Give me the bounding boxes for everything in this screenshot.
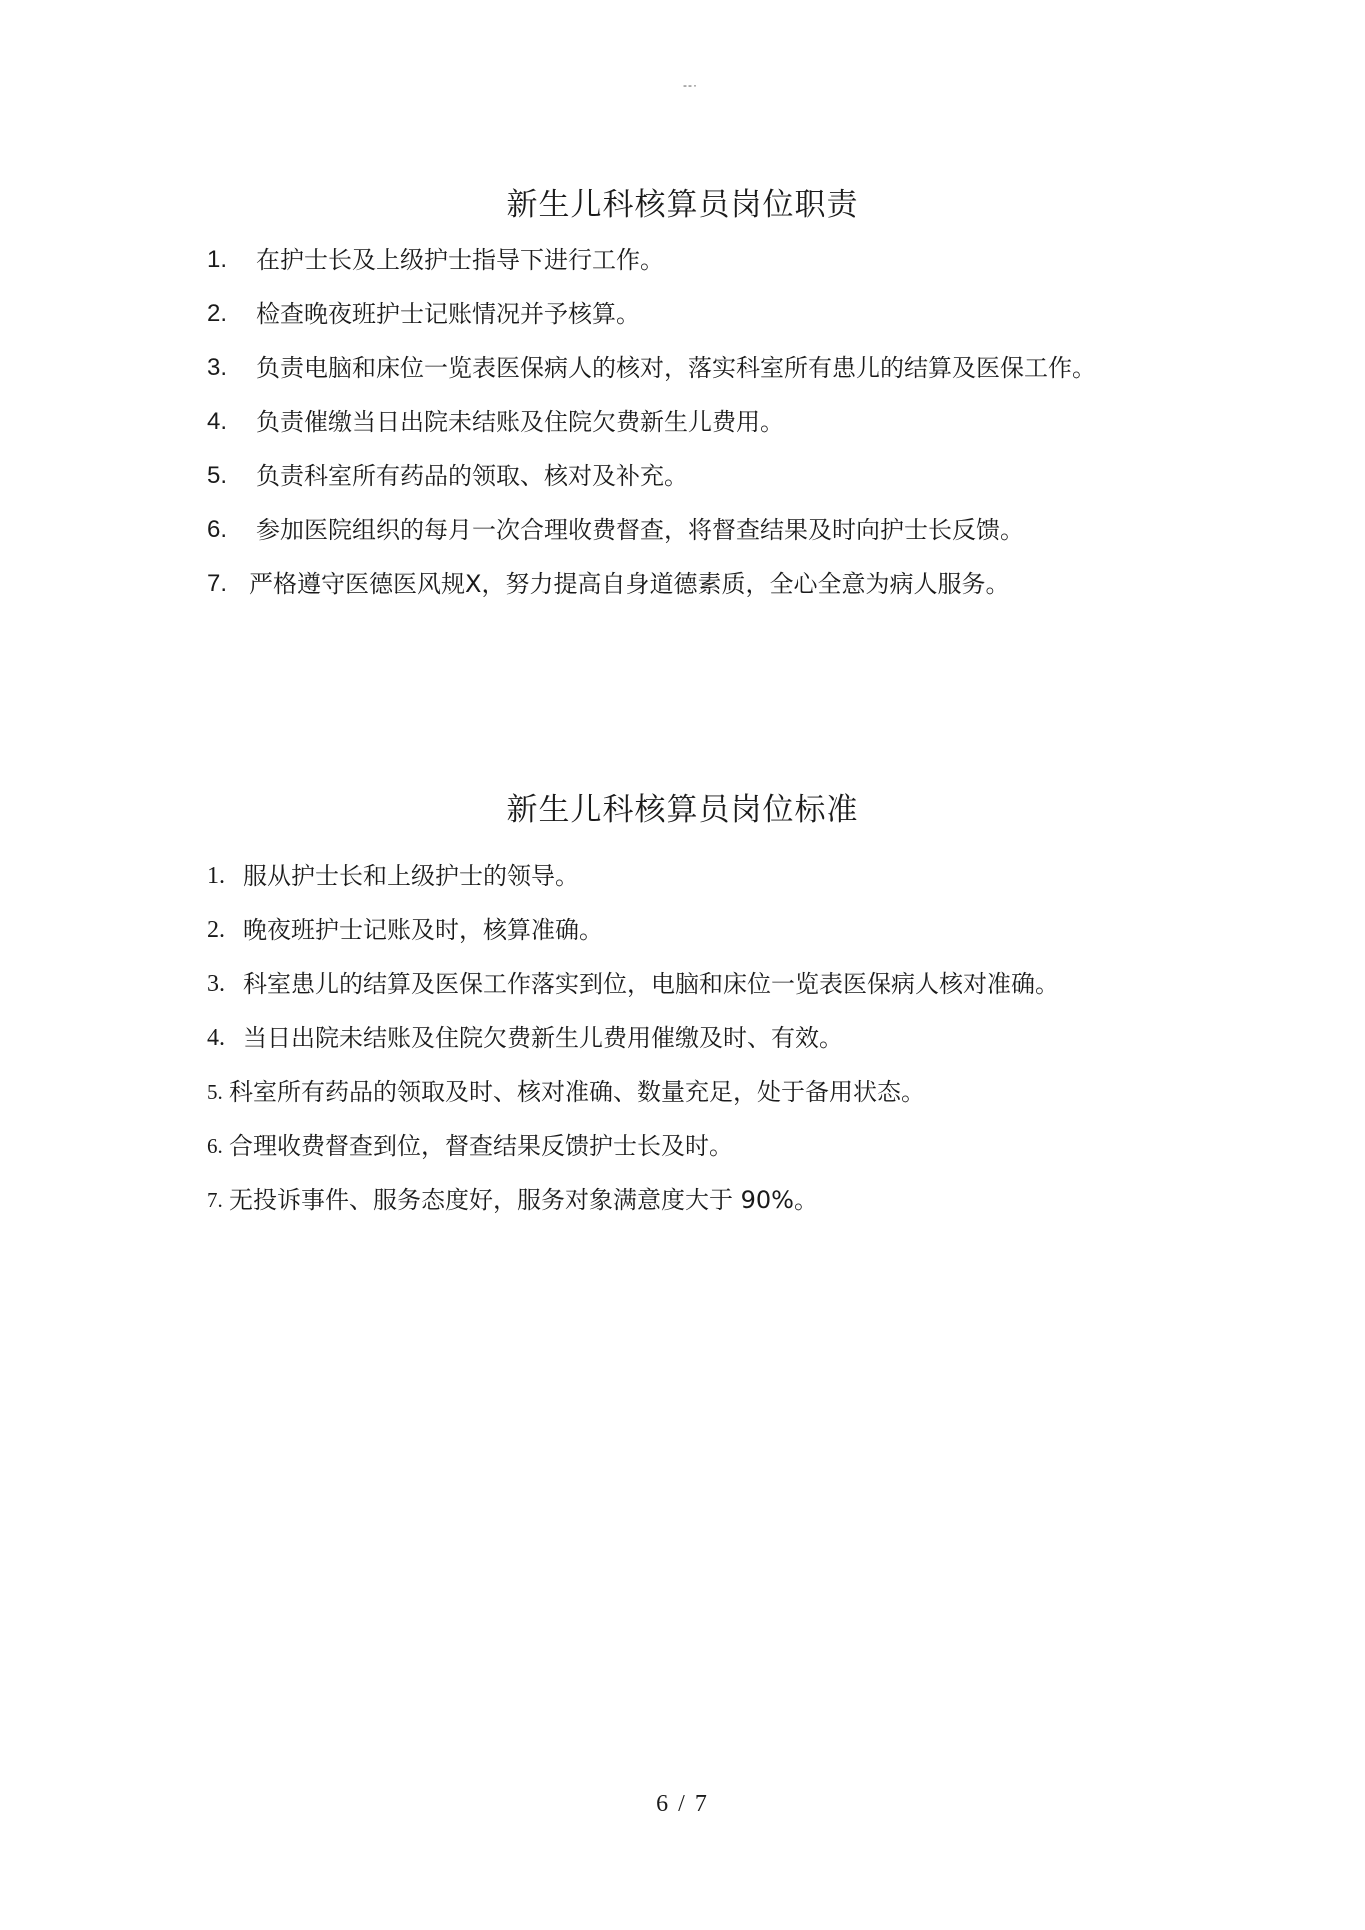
list-item [0, 1173, 1365, 1227]
page-number: 6 / 7 [656, 1791, 709, 1817]
header-mark: --· [683, 78, 698, 92]
item-number: 5. [207, 1080, 223, 1104]
item-text: 科室患儿的结算及医保工作落实到位，电脑和床位一览表医保病人核对准确。 [243, 970, 1059, 998]
list-item [0, 903, 1365, 957]
item-number: 4. [207, 1025, 225, 1051]
list-item [0, 1119, 1365, 1173]
item-text: 在护士长及上级护士指导下进行工作。 [256, 246, 664, 274]
item-number: 7. [207, 570, 228, 597]
item-text: 参加医院组织的每月一次合理收费督查，将督查结果及时向护士长反馈。 [256, 516, 1024, 544]
item-text: 严格遵守医德医风规X，努力提高自身道德素质，全心全意为病人服务。 [249, 570, 1010, 598]
list-item [0, 233, 1365, 287]
section-title-duties: 新生儿科核算员岗位职责 [506, 187, 859, 223]
item-text: 无投诉事件、服务态度好，服务对象满意度大于 90%。 [229, 1186, 818, 1214]
item-text: 合理收费督查到位，督查结果反馈护士长及时。 [229, 1132, 733, 1160]
item-text: 检查晚夜班护士记账情况并予核算。 [256, 300, 640, 328]
list-item [0, 503, 1365, 557]
item-number: 6. [207, 1134, 223, 1158]
standards-list [0, 849, 1365, 1227]
list-item [0, 849, 1365, 903]
list-item [0, 557, 1365, 611]
item-text: 晚夜班护士记账及时，核算准确。 [243, 916, 603, 944]
list-item [0, 449, 1365, 503]
item-number: 3. [207, 354, 228, 381]
item-number: 4. [207, 408, 228, 435]
list-item [0, 957, 1365, 1011]
list-item [0, 341, 1365, 395]
item-number: 1. [207, 863, 225, 889]
item-text: 科室所有药品的领取及时、核对准确、数量充足，处于备用状态。 [229, 1078, 925, 1106]
item-number: 2. [207, 300, 228, 327]
item-text: 负责电脑和床位一览表医保病人的核对，落实科室所有患儿的结算及医保工作。 [256, 354, 1096, 382]
list-item [0, 395, 1365, 449]
list-item [0, 1065, 1365, 1119]
duties-list [0, 233, 1365, 611]
item-text: 负责催缴当日出院未结账及住院欠费新生儿费用。 [256, 408, 784, 436]
item-number: 6. [207, 516, 228, 543]
item-text: 负责科室所有药品的领取、核对及补充。 [256, 462, 688, 490]
item-number: 5. [207, 462, 228, 489]
item-text: 当日出院未结账及住院欠费新生儿费用催缴及时、有效。 [243, 1024, 843, 1052]
item-number: 1. [207, 246, 228, 273]
item-number: 7. [207, 1188, 223, 1212]
list-item [0, 287, 1365, 341]
list-item [0, 1011, 1365, 1065]
item-number: 2. [207, 917, 225, 943]
item-number: 3. [207, 971, 225, 997]
item-text: 服从护士长和上级护士的领导。 [243, 862, 579, 890]
section-title-standards: 新生儿科核算员岗位标准 [506, 792, 859, 828]
